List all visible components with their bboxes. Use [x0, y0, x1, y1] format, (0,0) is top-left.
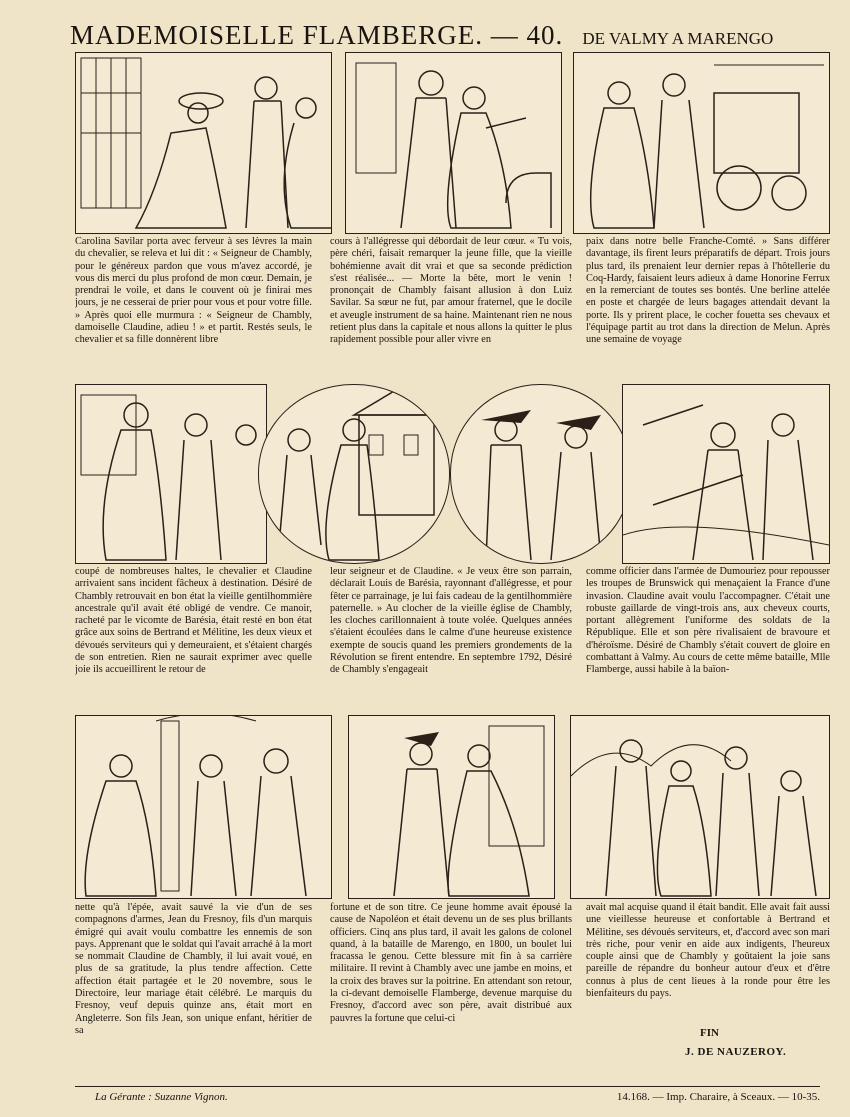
page-title: MADEMOISELLE FLAMBERGE. — 40. [70, 20, 564, 50]
panel-soldiers-medallion [450, 384, 632, 564]
panel-family-poor [570, 715, 830, 899]
page-subtitle: DE VALMY A MARENGO [582, 29, 774, 48]
footer-publisher: La Gérante : Suzanne Vignon. [95, 1091, 228, 1103]
text-col-r2c3: comme officier dans l'armée de Dumouriez pour repousser les troupes de Brunswick qui menaçaient la France d'une invasion. Claudine avait voulu l'accompagner. C'était une robuste gaillarde de vingt-trois ans, aux cheveux courts, portant allègrement l'uniforme des soldats de la République. Elle et son père rivalisaient de bravoure et d'héroïsme. Désiré de Chambly s'était couvert de gloire en combattant à Valmy. Au cours de cette même bataille, Mlle Flamberge, aussi habile à la baïon- [586, 566, 830, 676]
panel-battle [622, 384, 830, 564]
text-col-r3c1: nette qu'à l'épée, avait sauvé la vie d'un de ses compagnons d'armes, Jean du Fresnoy, fils d'un marquis émigré qui avait voulu combattre les ennemis de son pays. Apprenant que le soldat qui l'avait arraché à la mort se nommait Claudine de Chambly, il lui avait voué, en plus de sa gratitude, la plus tendre affection. Cette affection était partagée et le 20 novembre, sous le Directoire, leur mariage était célébré. Le marquis du Fresnoy, veuf depuis quinze ans, était mort en Angleterre. Son fils Jean, son unique enfant, héritier de sa [75, 902, 312, 1036]
text-col-r1c2: cours à l'allégresse qui débordait de leur cœur. « Tu vois, père chéri, faisait remarquer la jeune fille, que la vieille bohémienne avait dit vrai et que sa seconde prédiction s'est réalisée... — Morte la bête, mort le venin ! prononçait de Chambly faisant allusion à don Luiz Savilar. Sa sœur ne fut, par amour fraternel, que le docile et aveugle instrument de sa haine. Maintenant rien ne nous retient plus dans la capitale et nous allons la quitter le plus rapidement possible pour aller vivre en [330, 236, 572, 346]
panel-greeting-arrival [75, 384, 267, 564]
fin-label: FIN [700, 1027, 719, 1039]
panel-dancing-couple [345, 52, 562, 234]
panel-officer-lady [348, 715, 555, 899]
panel-kneeling-woman [75, 52, 332, 234]
panel-chateau-medallion [258, 384, 450, 564]
text-col-r3c3: avait mal acquise quand il était bandit. Elle avait fait aussi une vieillesse heureuse et confortable à Bertrand et Mélitine, ses dévoués serviteurs, et, d'accord avec son mari très riche, pour venir en aide aux indigents, l'heureux couple ainsi que de Chambly y goûtaient la joie sans pareille de répandre du bonheur autour d'eux et d'être connus à plus de cent lieues à la ronde pour être les bienfaiteurs du pays. [586, 902, 830, 1000]
text-col-r1c1: Carolina Savilar porta avec ferveur à ses lèvres la main du chevalier, se releva et lui dit : « Seigneur de Chambly, pour le généreux pardon que vous m'avez accordé, je vous dis merci du plus profond de mon cœur. Demain, je prendrai le voile, et dans le couvent où je finirai mes jours, je ne cesserai de prier pour vous et pour votre fille. » Après quoi elle murmura : « Seigneur de Chambly, damoiselle Claudine, adieu ! » et partit. Restés seuls, le chevalier et sa fille donnèrent libre [75, 236, 312, 346]
author-signature: J. DE NAUZEROY. [685, 1046, 787, 1058]
page-footer [75, 1086, 820, 1111]
footer-printer: 14.168. — Imp. Charaire, à Sceaux. — 10-35. [616, 1091, 820, 1103]
text-col-r2c2: leur seigneur et de Claudine. « Je veux être son parrain, déclarait Louis de Barésia, rayonnant d'allégresse, et pour fêter ce parrainage, je lui fais cadeau de la gentilhommière paternelle. » Au clocher de la vieille église de Chambly, les cloches carillonnaient à toute volée. Quelques années s'étaient écoulées dans le calme d'une heureuse existence exempte de soucis quand les premiers grondements de la Révolution se firent entendre. En septembre 1792, Désiré de Chambly s'engageait [330, 566, 572, 676]
panel-wedding [75, 715, 332, 899]
panel-carriage [573, 52, 830, 234]
text-col-r1c3: paix dans notre belle Franche-Comté. » Sans différer davantage, ils firent leurs préparatifs de départ. Trois jours plus tard, ils prenaient leur dernier repas à l'hôtellerie du Coq-Hardy, faisaient leurs adieux à dame Honorine Ferrux en la remerciant de toutes ses bontés. Une berline attelée en poste et chargée de leurs bagages attendait devant la porte. Ils y prirent place, le cocher fouetta ses chevaux et l'équipage partit au trot dans la direction de Melun. Après une semaine de voyage [586, 236, 830, 346]
page-header [70, 20, 815, 56]
text-col-r3c2: fortune et de son titre. Ce jeune homme avait épousé la cause de Napoléon et était devenu un de ses plus brillants officiers. Cinq ans plus tard, il avait les galons de colonel quand, à la bataille de Marengo, en 1800, un boulet lui fracassa le genou. Cette blessure mit fin à sa carrière militaire. Il revint à Chambly avec une jambe en moins, et la croix des braves sur la poitrine. En attendant son retour, la ci-devant demoiselle Flamberge, devenue marquise du Fresnoy, d'accord avec son père, avait distribué aux pauvres la fortune que celui-ci [330, 902, 572, 1024]
text-col-r2c1: coupé de nombreuses haltes, le chevalier et Claudine arrivaient sans incident fâcheux à destination. Désiré de Chambly retrouvait en bon état la vieille gentilhommière ancestrale qu'il avait été obligé de vendre. Ce manoir, racheté par le vicomte de Barésia, était resté en bon état grâce aux soins de Bertrand et Mélitine, les deux vieux et dévoués serviteurs qui y demeuraient, et s'étaient chargés de son entretien. Rien ne saurait exprimer avec quelle joie ils accueillirent le retour de [75, 566, 312, 676]
